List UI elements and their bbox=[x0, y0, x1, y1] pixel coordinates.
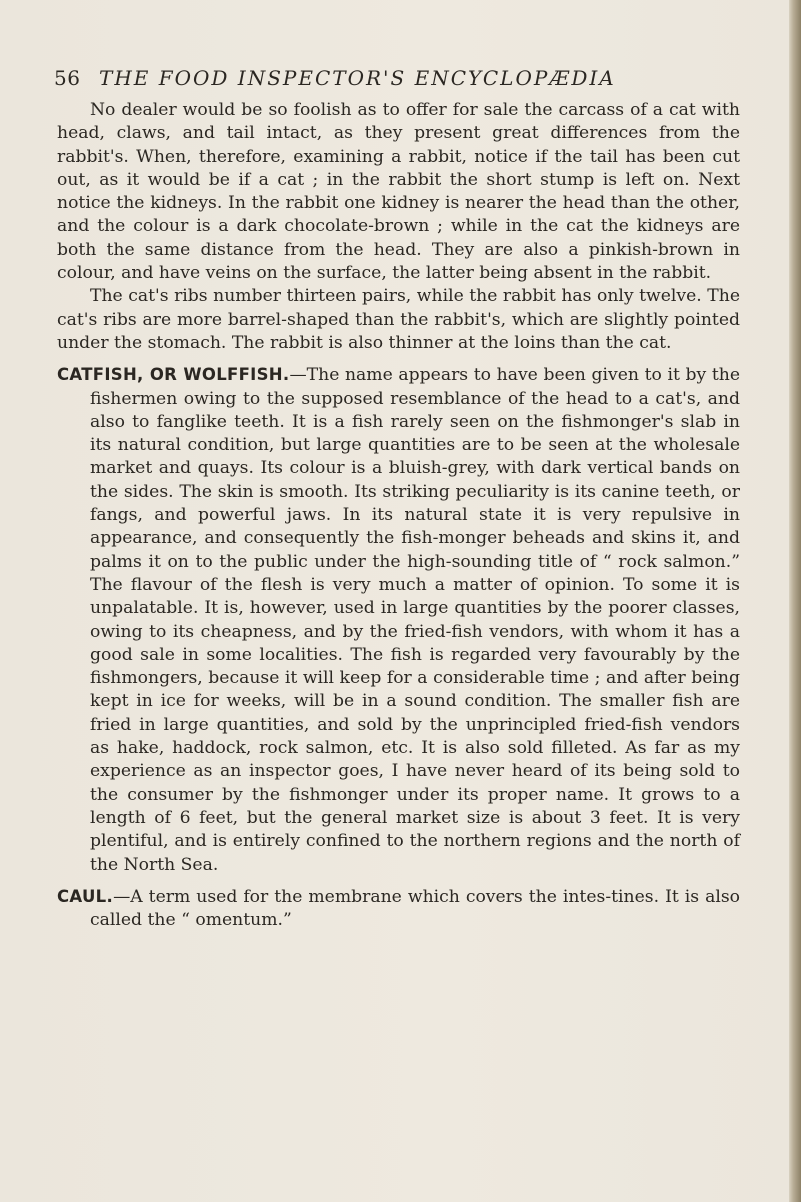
running-head: THE FOOD INSPECTOR'S ENCYCLOPÆDIA bbox=[99, 66, 616, 90]
page-body bbox=[57, 99, 740, 932]
page-header bbox=[54, 66, 754, 96]
entry-heading-catfish: CATFISH, OR WOLFFISH. bbox=[57, 365, 290, 385]
entry-catfish bbox=[57, 363, 740, 877]
entry-text-caul: —A term used for the membrane which covers the intes-tines. It is also called the “ omentum.” bbox=[90, 886, 740, 931]
page-edge-shadow bbox=[789, 0, 801, 1202]
paragraph-cat-ribs: The cat's ribs number thirteen pairs, while the rabbit has only twelve. The cat's ribs are more barrel-shaped than the rabbit's, which are slightly pointed under the stomach. The rabbit is also thinner at the loins than the cat. bbox=[57, 286, 740, 353]
entry-heading-caul: CAUL. bbox=[57, 886, 114, 906]
paragraph-cat-carcass: No dealer would be so foolish as to offer for sale the carcass of a cat with head, claws, and tail intact, as they present great differences from the rabbit's. When, therefore, examining a rabbit, notice if the tail has been cut out, as it would be if a cat ; in the rabbit the short stump is left on. Next notice the kidneys. In the rabbit one kidney is nearer the head than the other, and the colour is a dark chocolate-brown ; while in the cat the kidneys are both the same distance from the head. They are also a pinkish-brown in colour, and have veins on the surface, the latter being absent in the rabbit. bbox=[57, 100, 740, 284]
entry-caul bbox=[57, 885, 740, 933]
entry-text-catfish: —The name appears to have been given to it by the fishermen owing to the supposed resemblance of the head to a cat's, and also to fanglike teeth. It is a fish rarely seen on the fishmonger's slab in its natural condition, but large quantities are to be seen at the wholesale market and quays. Its colour is a bluish-grey, with dark vertical bands on the sides. The skin is smooth. Its striking peculiarity is its canine teeth, or fangs, and powerful jaws. In its natural state it is very repulsive in appearance, and consequently the fish-monger beheads and skins it, and palms it on to the public under the high-sounding title of “ rock salmon.” The flavour of the flesh is very much a matter of opinion. To some it is unpalatable. It is, however, used in large quantities by the poorer classes, owing to its cheapness, and by the fried-fish vendors, with whom it has a good sale in some localities. The fish is regarded very favourably by the fishmongers, because it will keep for a considerable time ; and after being kept in ice for weeks, will be in a sound condition. The smaller fish are fried in large quantities, and sold by the unprincipled fried-fish vendors as hake, haddock, rock salmon, etc. It is also sold filleted. As far as my experience as an inspector goes, I have never heard of its being sold to the consumer by the fishmonger under its proper name. It grows to a length of 6 feet, but the general market size is about 3 feet. It is very plentiful, and is entirely confined to the northern regions and the north of the North Sea. bbox=[90, 365, 740, 875]
page-number: 56 bbox=[54, 66, 81, 90]
